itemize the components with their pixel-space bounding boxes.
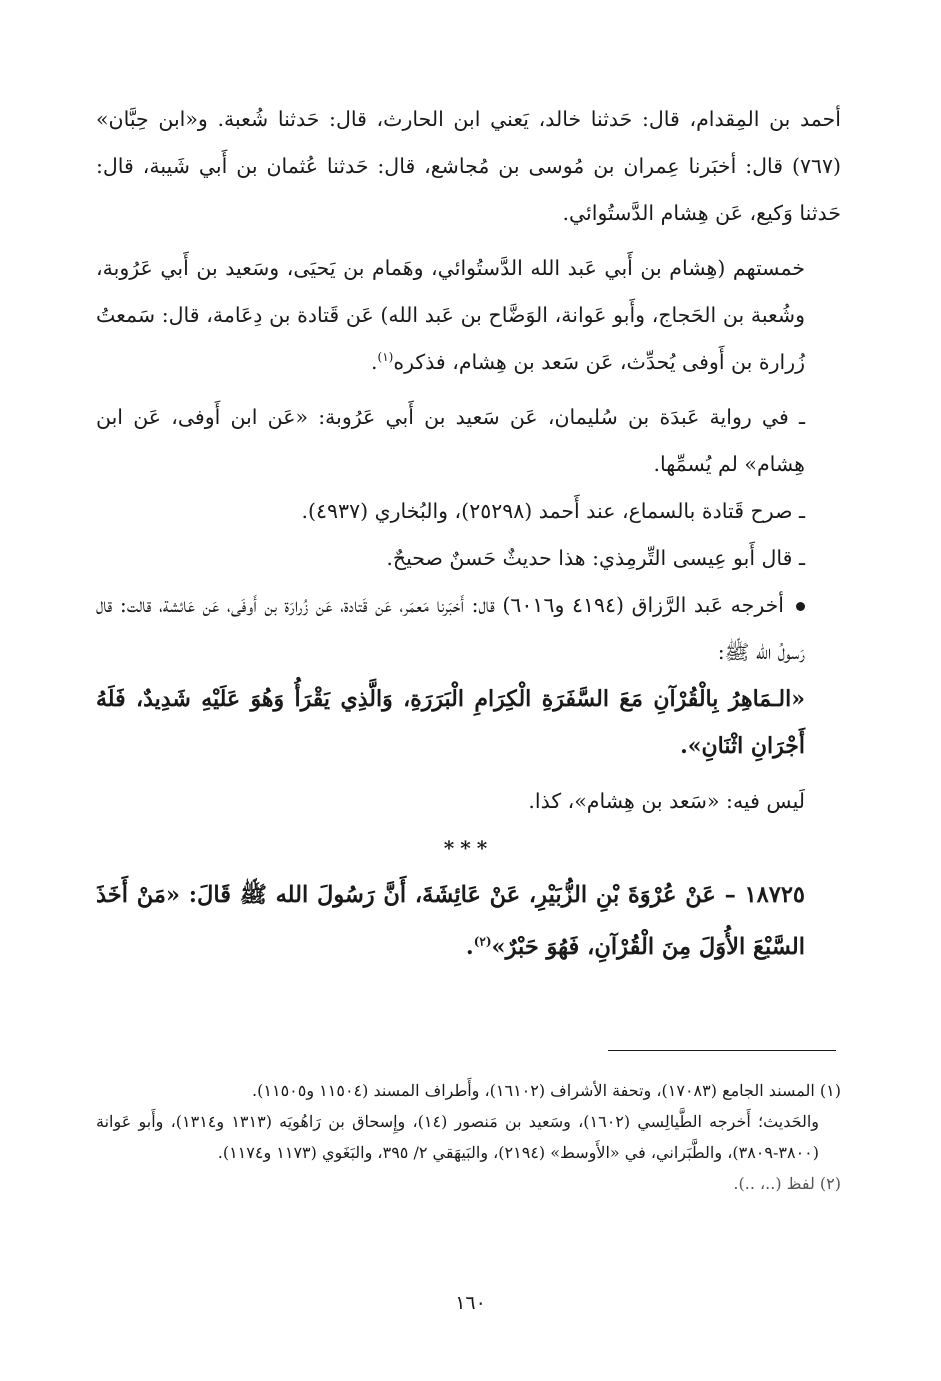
paragraph-1: أحمد بن المِقدام، قال: حَدثنا خالد، يَعني ابن الحارث، قال: حَدثنا شُعبة. و«ابن حِبَّان» (٧٦٧) قال: أخبَرنا عِمران بن مُوسى بن مُجاشع، قال: حَدثنا عُثمان بن أَبي شَيبة، قال: حَدثنا وَكيع، عَن هِشام الدَّستُوائي. [96, 107, 841, 225]
hadith-text: عَنْ عُرْوَةَ بْنِ الزُّبَيْرِ، عَنْ عَائِشَةَ، أَنَّ رَسُولَ الله ﷺ قَالَ: «مَنْ أَخَذَ السَّبْعَ الأُوَلَ مِنَ الْقُرْآنِ، فَهُوَ حَبْرٌ» [96, 882, 805, 960]
paragraph-3: ـ في رواية عَبدَة بن سُليمان، عَن سَعيد بن أَبي عَرُوبة: «عَن ابن أَوفى، عَن ابن هِشام» لم يُسمِّها. [96, 405, 805, 476]
footnotes [96, 1075, 841, 1199]
paragraph-5: ـ قال أَبو عِيسى التِّرمِذي: هذا حديثٌ حَسنٌ صحيحٌ. [386, 546, 805, 570]
paragraph-8: لَيس فيه: «سَعد بن هِشام»، كذا. [528, 789, 805, 813]
hadith-end: . [465, 934, 474, 960]
section-separator: *** [443, 836, 494, 860]
paragraph-6-text: أخرجه عَبد الرَّزاق (٤١٩٤ و٦٠١٦) قال: أَخبَرنا مَعمَر، عَن قَتادة، عَن زُرارَة بن أَوفَى، عَن عَائشة، قالت: قال رَسولُ الله ﷺ: [96, 593, 805, 664]
hadith-entry [96, 869, 841, 973]
main-text [96, 96, 841, 973]
footnote-ref-1[interactable]: (١) [377, 350, 394, 365]
hadith-quote: «الـمَاهِرُ بِالْقُرْآنِ مَعَ السَّفَرَةِ الْكِرَامِ الْبَرَرَةِ، وَالَّذِي يَقْرَأُ وَهُوَ عَلَيْهِ شَدِيدٌ، فَلَهُ أَجْرَانِ اثْنَانِ». [96, 686, 805, 759]
footnote-2: (٢) لفظ (..، ..). [733, 1174, 841, 1193]
page-number: ١٦٠ [455, 1292, 486, 1314]
footnote-ref-2[interactable]: (٢) [473, 934, 492, 949]
footnote-1: (١) المسند الجامع (١٧٠٨٣)، وتحفة الأشراف (١٦١٠٢)، وأَطراف المسند (١١٥٠٤ و١١٥٠٥). [252, 1081, 841, 1100]
paragraph-2: خمستهم (هِشام بن أَبي عَبد الله الدَّستُوائي، وهَمام بن يَحيَى، وسَعيد بن أَبي عَرُوبة، وشُعبة بن الحَجاج، وأَبو عَوانة، الوَضَّاح بن عَبد الله) عَن قَتادة بن دِعَامة، قال: سَمعتُ زُرارة بن أَوفى يُحدِّث، عَن سَعد بن هِشام، فذكره$^{(١)}$. [96, 256, 805, 374]
paragraph-4: ـ صرح قَتادة بالسماع، عند أَحمد (٢٥٢٩٨)، والبُخاري (٤٩٣٧). [301, 499, 805, 523]
footnote-1-detail: والحَديث؛ أَخرجه الطَّيالِسي (١٦٠٢)، وسَعيد بن مَنصور (١٤)، وإِسحاق بن رَاهُويَه (١٣١٣ و١٣١٤)، وأَبو عَوانة (٣٨٠٠-٣٨٠٩)، والطَّبَراني، في «الأَوسط» (٢١٩٤)، والبَيهَقي ٢/ ٣٩٥، والبَغَوي (١١٧٣ و١١٧٤). [96, 1112, 820, 1162]
footnote-divider [608, 1050, 836, 1051]
paragraph-6 [96, 582, 841, 676]
paragraph-2-text: خمستهم (هِشام بن أَبي عَبد الله الدَّستُوائي، وهَمام بن يَحيَى، وسَعيد بن أَبي عَرُوبة، وشُعبة بن الحَجاج، وأَبو عَوانة، الوَضَّاح بن عَبد الله) عَن قَتادة بن دِعَامة، قال: سَمعتُ زُرارة بن أَوفى يُحدِّث، عَن سَعد بن هِشام، فذكره [96, 256, 805, 374]
hadith-number: ١٨٧٢٥ – [724, 882, 805, 908]
